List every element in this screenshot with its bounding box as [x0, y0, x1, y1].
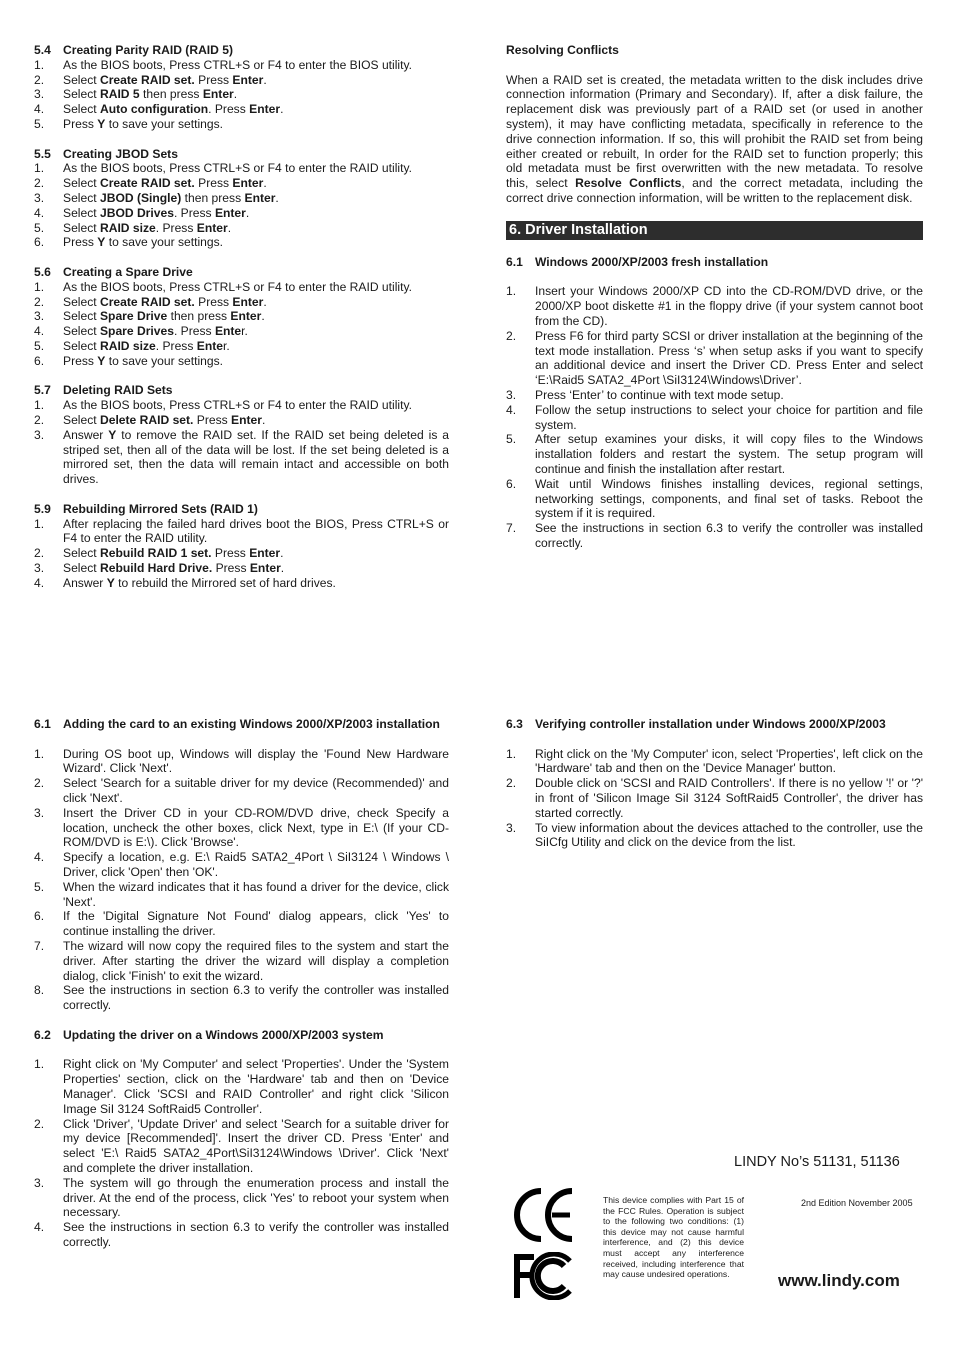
driver-installation-heading: 6. Driver Installation — [506, 221, 923, 240]
right-top-column — [506, 43, 923, 551]
item-number: 6. — [506, 476, 517, 491]
step-list — [34, 517, 449, 591]
item-text: Select Delete RAID set. Press Enter. — [63, 412, 266, 427]
section-title: Updating the driver on a Windows 2000/XP/2003 system — [63, 1027, 384, 1042]
item-text: As the BIOS boots, Press CTRL+S or F4 to enter the RAID utility. — [63, 398, 412, 413]
step-list — [34, 398, 449, 487]
right-bottom-column — [506, 717, 923, 850]
list-item — [506, 776, 923, 820]
section-title: Windows 2000/XP/2003 fresh installation — [535, 254, 769, 269]
item-text: Select RAID 5 then press Enter. — [63, 87, 238, 102]
section-title: Creating a Spare Drive — [63, 264, 193, 279]
section-5-7 — [34, 383, 449, 487]
item-text: Select 'Search for a suitable driver for my device (Recommended)' and click 'Next'. — [63, 776, 449, 805]
list-item — [34, 1176, 449, 1220]
item-number: 6. — [34, 235, 45, 250]
section-6-1-fresh — [506, 255, 923, 551]
item-text: Press Y to save your settings. — [63, 235, 223, 250]
item-number: 5. — [34, 879, 45, 894]
item-number: 5. — [34, 338, 45, 353]
item-text: If the 'Digital Signature Not Found' dialog appears, click 'Yes' to continue installing the driver. — [63, 909, 449, 939]
section-5-6 — [34, 265, 449, 369]
list-item — [34, 806, 449, 850]
list-item — [34, 546, 449, 561]
section-number: 5.7 — [34, 383, 51, 398]
step-list — [34, 161, 449, 250]
section-number: 6.1 — [34, 717, 51, 731]
item-text: The system will go through the enumeration process and install the driver. At the end of the process, click 'Yes' to reboot your system when necessary. — [63, 1175, 449, 1220]
list-item — [34, 176, 449, 191]
item-text: Double click on 'SCSI and RAID Controllers'. If there is no yellow '!' or '?' in front of 'Silicon Image SiI 3124 SoftRaid5 Controller', the driver has started correctly. — [535, 776, 923, 820]
item-text: Press F6 for third party SCSI or driver installation at the beginning of the text mode installation. Press ‘s’ when setup asks if you want to specify an additional device and insert the Driver CD. Press Enter and select ‘E:\Raid5 SATA2_4Port \SiI3124\Windows\Driver’. — [535, 328, 923, 388]
item-number: 5. — [34, 116, 45, 131]
item-number: 1. — [34, 516, 45, 531]
item-text: Select Spare Drive then press Enter. — [63, 309, 265, 324]
list-item — [506, 284, 923, 328]
list-item — [34, 561, 449, 576]
step-list — [34, 58, 449, 132]
list-item — [34, 191, 449, 206]
item-number: 4. — [506, 402, 517, 417]
item-text: The wizard will now copy the required files to the system and start the driver. After starting the driver the wizard will display a completion dialog, click 'Finish' to exit the wizard. — [63, 938, 449, 983]
list-item — [34, 747, 449, 777]
list-item — [506, 747, 923, 777]
item-text: Select Create RAID set. Press Enter. — [63, 72, 267, 87]
item-text: Select RAID size. Press Enter. — [63, 338, 230, 353]
left-top-column — [34, 43, 449, 590]
list-item — [34, 280, 449, 295]
list-item — [34, 909, 449, 939]
list-item — [34, 1117, 449, 1176]
item-number: 4. — [34, 575, 45, 590]
section-6-1 — [34, 717, 449, 1013]
section-heading — [34, 1028, 449, 1043]
item-number: 2. — [506, 776, 517, 791]
section-heading — [34, 383, 449, 398]
section-5-4 — [34, 43, 449, 132]
item-number: 2. — [506, 328, 517, 343]
list-item — [34, 309, 449, 324]
section-number: 5.6 — [34, 264, 51, 279]
item-text: See the instructions in section 6.3 to verify the controller was installed correctly. — [63, 983, 449, 1013]
section-title: Adding the card to an existing Windows 2000/XP/2003 installation — [63, 717, 440, 731]
item-text: Select Spare Drives. Press Enter. — [63, 324, 248, 339]
item-text: Specify a location, e.g. E:\ Raid5 SATA2_4Port \ SiI3124 \ Windows \ Driver, click 'Open' then 'OK'. — [63, 850, 449, 879]
item-text: Select JBOD Drives. Press Enter. — [63, 205, 250, 220]
item-number: 4. — [34, 850, 45, 865]
section-title: Deleting RAID Sets — [63, 383, 173, 398]
website-url: www.lindy.com — [778, 1271, 900, 1290]
list-item — [34, 354, 449, 369]
item-number: 6. — [34, 353, 45, 368]
section-6-3 — [506, 717, 923, 850]
section-heading — [34, 717, 449, 732]
item-number: 1. — [34, 279, 45, 294]
list-item — [34, 983, 449, 1013]
item-text: To view information about the devices attached to the controller, use the SiICfg Utility and click on the device from the list. — [535, 820, 923, 850]
item-number: 5. — [34, 220, 45, 235]
list-item — [34, 161, 449, 176]
list-item — [34, 117, 449, 132]
section-number: 5.4 — [34, 43, 51, 57]
list-item — [34, 398, 449, 413]
item-text: As the BIOS boots, Press CTRL+S or F4 to enter the RAID utility. — [63, 161, 412, 176]
svg-text:CE: CE — [512, 1185, 514, 1186]
item-number: 3. — [34, 805, 45, 820]
item-text: Answer Y to remove the RAID set. If the RAID set being deleted is a striped set, then all of the data will be lost. If the set being deleted is a mirrored set, then the data will remain intact and accessible on both drives. — [63, 427, 449, 487]
item-number: 6. — [34, 909, 45, 924]
section-title: Creating Parity RAID (RAID 5) — [63, 43, 234, 57]
list-item — [506, 388, 923, 403]
section-title: Creating JBOD Sets — [63, 146, 178, 161]
list-item — [34, 102, 449, 117]
item-text: Follow the setup instructions to select your choice for partition and file system. — [535, 402, 923, 432]
resolving-conflicts-text: When a RAID set is created, the metadata written to the disk includes drive connection information (Primary and Secondary). If, after a disk failure, the replacement disk was previously part of a RAID set (or used in another system), it may have conflicting metadata, specifically in reference to the drive connection information. If so, this will prohibit the RAID set from being either created or rebuilt, In order for the RAID set to function properly; this old metadata must be first overwritten with the new metadata. To resolve this, select Resolve Conflicts, and the correct metadata, including the correct drive connection information, will be written to the replacement disk. — [506, 72, 923, 205]
list-item — [34, 517, 449, 547]
section-heading — [506, 255, 923, 270]
list-item — [506, 329, 923, 388]
ce-logo — [512, 1185, 576, 1245]
section-heading — [34, 147, 449, 162]
item-text: Insert your Windows 2000/XP CD into the CD-ROM/DVD drive, or the 2000/XP boot diskette #1 in the floppy drive (if your system cannot boot from the CD). — [535, 284, 923, 328]
step-list — [506, 747, 923, 851]
item-text: Select Rebuild RAID 1 set. Press Enter. — [63, 546, 284, 561]
list-item — [34, 880, 449, 910]
item-number: 5. — [506, 432, 517, 447]
item-text: Select JBOD (Single) then press Enter. — [63, 190, 279, 205]
list-item — [506, 403, 923, 433]
item-text: Select Auto configuration. Press Enter. — [63, 102, 284, 117]
item-number: 7. — [506, 521, 517, 536]
item-text: As the BIOS boots, Press CTRL+S or F4 to enter the RAID utility. — [63, 279, 412, 294]
list-item — [34, 576, 449, 591]
item-text: Click 'Driver', 'Update Driver' and select 'Search for a suitable driver for my device [Recommended]'. Insert the driver CD. Press 'Enter' and select 'E:\ Raid5 SATA2_4Port\SiI3124\Windows \Driver'. Click 'Next' and complete the driver installation. — [63, 1116, 449, 1175]
item-text: Select Rebuild Hard Drive. Press Enter. — [63, 560, 285, 575]
item-number: 4. — [34, 205, 45, 220]
section-heading — [34, 43, 449, 58]
item-text: Press ‘Enter’ to continue with text mode setup. — [535, 387, 784, 402]
item-number: 4. — [34, 324, 45, 339]
section-heading — [34, 265, 449, 280]
item-number: 2. — [34, 72, 45, 87]
section-6-2 — [34, 1028, 449, 1250]
resolving-conflicts-title: Resolving Conflicts — [506, 43, 619, 57]
item-number: 1. — [34, 746, 45, 761]
item-text: Right click on the 'My Computer' icon, select 'Properties', left click on the 'Hardware' tab and then on the 'Device Manager' button. — [535, 746, 923, 776]
list-item — [34, 221, 449, 236]
section-heading — [506, 717, 923, 732]
section-title: Verifying controller installation under Windows 2000/XP/2003 — [535, 717, 886, 731]
item-number: 1. — [34, 57, 45, 72]
item-number: 1. — [34, 398, 45, 413]
fcc-logo — [512, 1252, 578, 1300]
item-text: When the wizard indicates that it has found a driver for the device, click 'Next'. — [63, 879, 449, 909]
section-5-5 — [34, 147, 449, 251]
list-item — [34, 850, 449, 880]
item-text: As the BIOS boots, Press CTRL+S or F4 to enter the BIOS utility. — [63, 57, 412, 72]
item-number: 3. — [34, 87, 45, 102]
item-number: 3. — [506, 820, 517, 835]
item-number: 2. — [34, 412, 45, 427]
item-number: 1. — [34, 1057, 45, 1072]
list-item — [34, 776, 449, 806]
item-text: Press Y to save your settings. — [63, 353, 223, 368]
list-item — [34, 295, 449, 310]
item-text: See the instructions in section 6.3 to verify the controller was installed correctly. — [63, 1220, 449, 1249]
item-text: After setup examines your disks, it will copy files to the Windows installation folders and restart the system. The setup program will continue and finish the installation after restart. — [535, 432, 923, 476]
item-text: Wait until Windows finishes installing devices, regional settings, networking settings, components, and final set of tasks. Reboot the system if it is required. — [535, 476, 923, 521]
list-item — [506, 521, 923, 551]
svg-text:FC: FC — [512, 1252, 514, 1253]
item-number: 2. — [34, 294, 45, 309]
list-item — [34, 1057, 449, 1116]
list-item — [34, 87, 449, 102]
left-bottom-column — [34, 717, 449, 1250]
section-number: 6.2 — [34, 1027, 51, 1042]
item-number: 1. — [506, 284, 517, 299]
fcc-compliance-text: This device complies with Part 15 of the FCC Rules. Operation is subject to the following two conditions: (1) this device may not cause harmful interference, and (2) this device must accept any interference received, including interference that may cause undesired operations. — [603, 1195, 744, 1280]
item-text: Select RAID size. Press Enter. — [63, 220, 232, 235]
section-number: 6.3 — [506, 717, 523, 731]
section-title: Rebuilding Mirrored Sets (RAID 1) — [63, 501, 258, 516]
list-item — [506, 821, 923, 851]
step-list — [506, 284, 923, 550]
item-text: Answer Y to rebuild the Mirrored set of hard drives. — [63, 575, 336, 590]
step-list — [34, 280, 449, 369]
item-text: Insert the Driver CD in your CD-ROM/DVD drive, check Specify a location, uncheck the other boxes, click Next, type in E:\ (If your CD-ROM/DVD is E:\). Click 'Browse'. — [63, 805, 449, 850]
list-item — [34, 206, 449, 221]
item-text: Right click on 'My Computer' and select 'Properties'. Under the 'System Properties' section, click on the 'Hardware' tab and then on 'Device Manager'. Click 'SCSI and RAID Controller' and right click 'Silicon Image SiI 3124 SoftRaid5 Controller'. — [63, 1057, 449, 1116]
list-item — [34, 235, 449, 250]
item-text: See the instructions in section 6.3 to verify the controller was installed correctly. — [535, 521, 923, 550]
item-text: Press Y to save your settings. — [63, 116, 223, 131]
item-number: 2. — [34, 176, 45, 191]
item-text: During OS boot up, Windows will display the 'Found New Hardware Wizard'. Click 'Next'. — [63, 746, 449, 776]
item-number: 1. — [506, 746, 517, 761]
edition-date: 2nd Edition November 2005 — [801, 1198, 913, 1208]
item-text: After replacing the failed hard drives boot the BIOS, Press CTRL+S or F4 to enter the RAID utility. — [63, 516, 449, 546]
step-list — [34, 747, 449, 1013]
list-item — [506, 432, 923, 476]
list-item — [34, 324, 449, 339]
list-item — [34, 413, 449, 428]
section-5-9 — [34, 502, 449, 591]
item-number: 3. — [34, 427, 45, 442]
section-number: 6.1 — [506, 254, 523, 269]
item-number: 3. — [34, 190, 45, 205]
item-number: 2. — [34, 776, 45, 791]
item-number: 3. — [34, 1175, 45, 1190]
section-number: 5.9 — [34, 501, 51, 516]
item-number: 2. — [34, 1116, 45, 1131]
item-number: 3. — [506, 387, 517, 402]
item-number: 7. — [34, 938, 45, 953]
list-item — [34, 339, 449, 354]
item-text: Select Create RAID set. Press Enter. — [63, 294, 267, 309]
item-number: 8. — [34, 983, 45, 998]
item-number: 3. — [34, 560, 45, 575]
step-list — [34, 1057, 449, 1249]
list-item — [34, 428, 449, 487]
item-number: 4. — [34, 102, 45, 117]
lindy-product-numbers: LINDY No’s 51131, 51136 — [734, 1154, 900, 1170]
list-item — [34, 58, 449, 73]
item-number: 2. — [34, 546, 45, 561]
item-number: 4. — [34, 1220, 45, 1235]
item-number: 3. — [34, 309, 45, 324]
section-heading — [34, 502, 449, 517]
list-item — [34, 939, 449, 983]
list-item — [34, 73, 449, 88]
list-item — [34, 1220, 449, 1250]
item-number: 1. — [34, 161, 45, 176]
section-number: 5.5 — [34, 146, 51, 161]
list-item — [506, 477, 923, 521]
item-text: Select Create RAID set. Press Enter. — [63, 176, 267, 191]
